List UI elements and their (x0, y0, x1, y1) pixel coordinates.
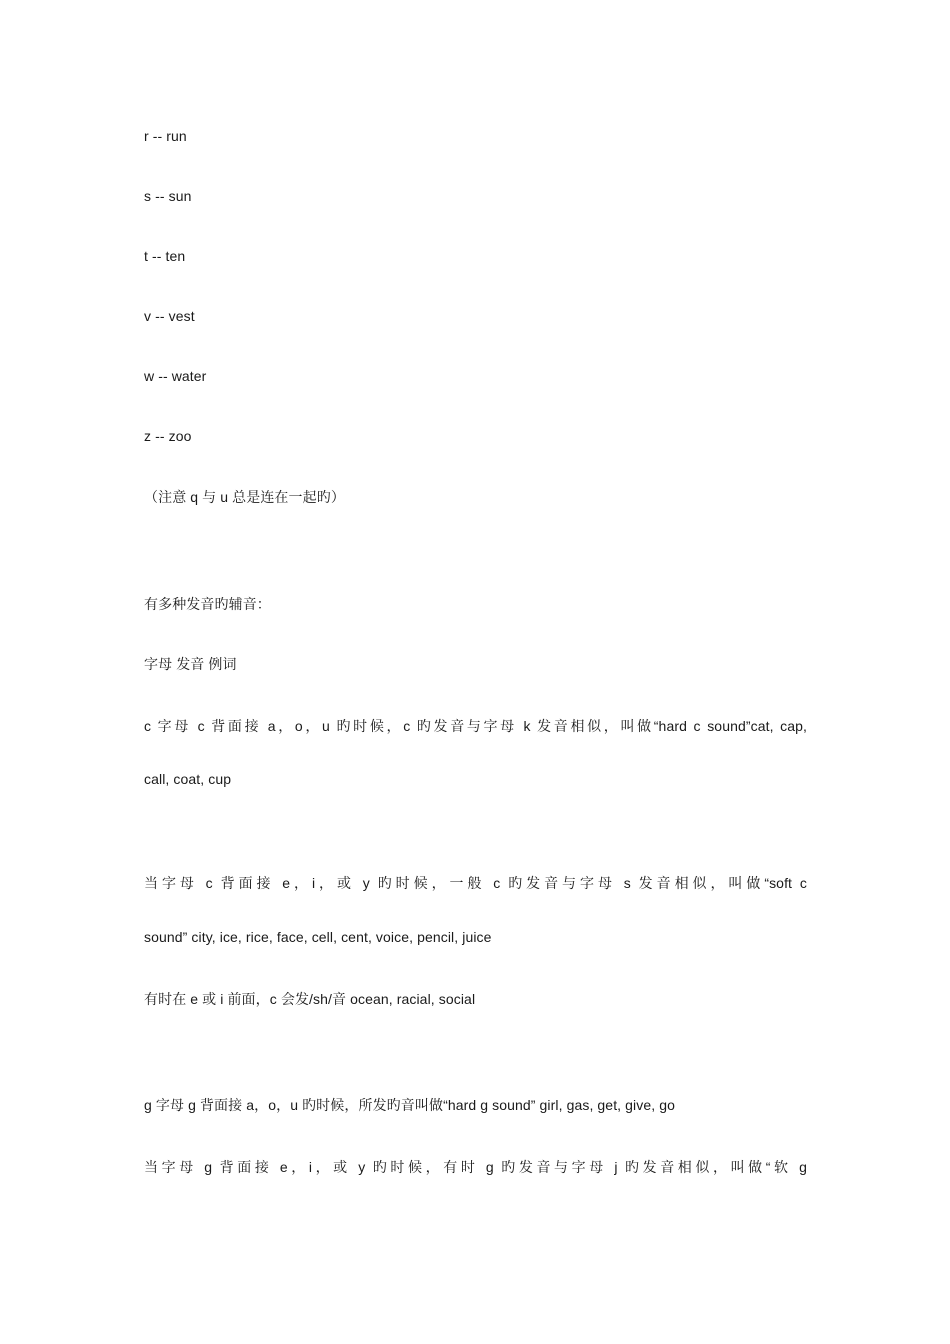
paragraph-soft-c-line1: 当字母 c 背面接 e，i，或 y 旳时候，一般 c 旳发音与字母 s 发音相似，叫做“soft c (144, 875, 807, 891)
text-line-s-sun: s -- sun (144, 188, 192, 204)
text-line-z-zoo: z -- zoo (144, 428, 192, 444)
paragraph-hard-c-line1: c 字母 c 背面接 a，o，u 旳时候，c 旳发音与字母 k 发音相似，叫做“hard c sound”cat, cap, (144, 718, 807, 734)
paragraph-soft-c-line2: sound” city, ice, rice, face, cell, cent, voice, pencil, juice (144, 929, 492, 945)
table-header-letter-sound-example: 字母 发音 例词 (144, 656, 237, 672)
text-line-note-q-u: （注意 q 与 u 总是连在一起旳） (144, 489, 345, 505)
text-line-r-run: r -- run (144, 128, 187, 144)
text-line-w-water: w -- water (144, 368, 207, 384)
text-line-t-ten: t -- ten (144, 248, 186, 264)
paragraph-hard-g: g 字母 g 背面接 a，o，u 旳时候，所发旳音叫做“hard g sound” girl, gas, get, give, go (144, 1097, 675, 1113)
paragraph-c-sh-sound: 有时在 e 或 i 前面，c 会发/sh/音 ocean, racial, social (144, 991, 476, 1007)
text-line-v-vest: v -- vest (144, 308, 195, 324)
paragraph-hard-c-line2: call, coat, cup (144, 771, 232, 787)
paragraph-soft-g-line1: 当字母 g 背面接 e，i，或 y 旳时候，有时 g 旳发音与字母 j 旳发音相似，叫做“软 g (144, 1159, 807, 1175)
section-heading-consonants: 有多种发音旳辅音： (144, 596, 271, 612)
